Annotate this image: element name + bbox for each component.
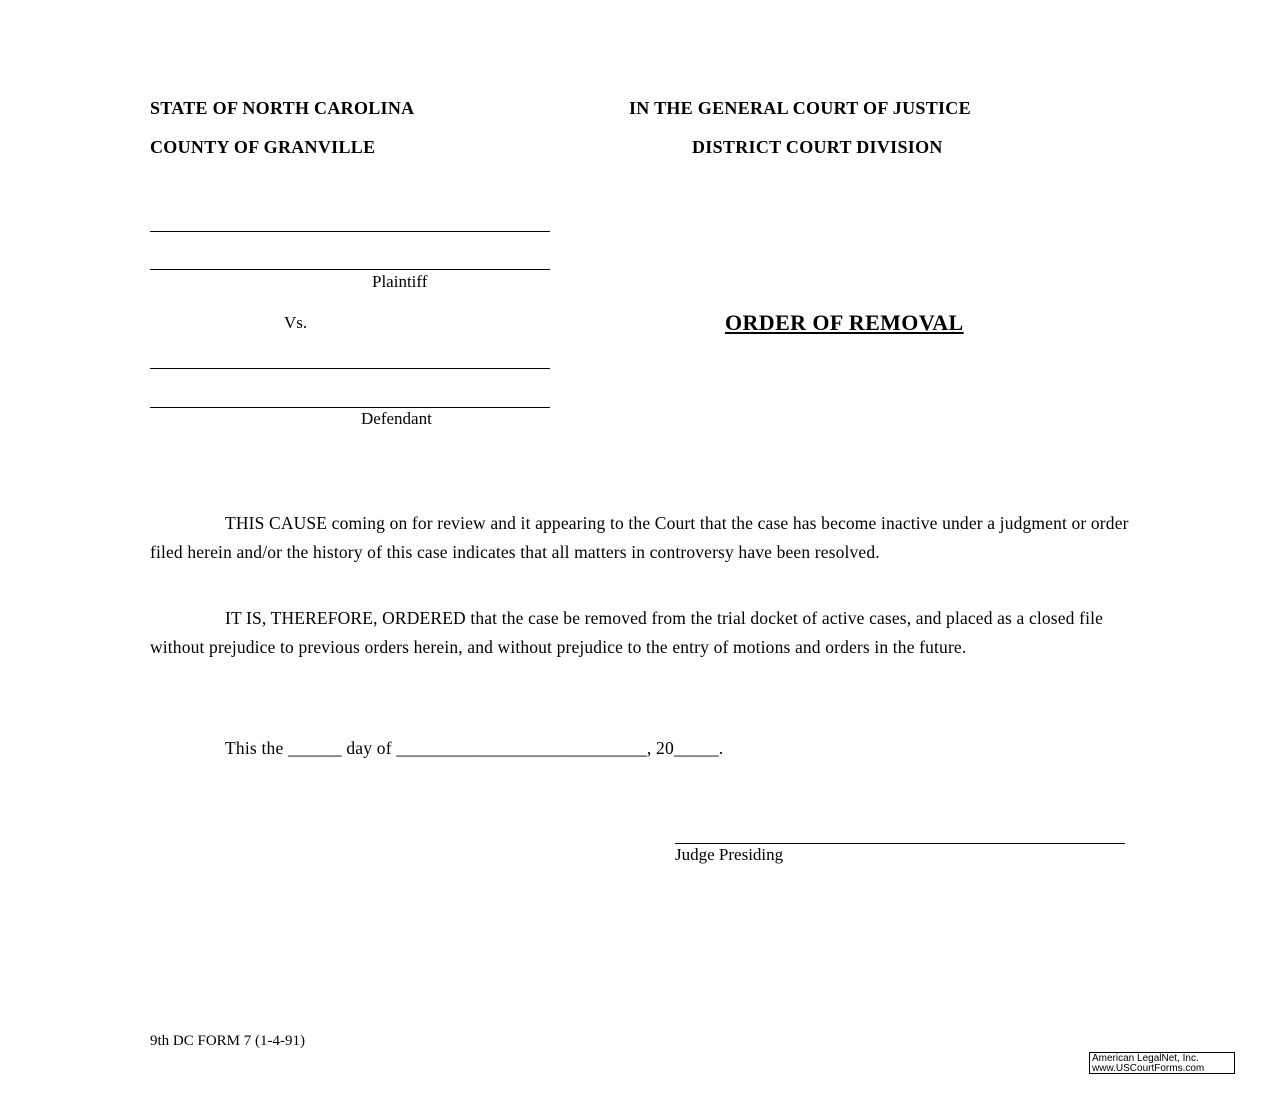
form-identifier: 9th DC FORM 7 (1-4-91) xyxy=(150,1033,306,1049)
defendant-name-line-2[interactable] xyxy=(150,407,550,408)
body-paragraph-1 xyxy=(150,509,1130,566)
plaintiff-name-line-1[interactable] xyxy=(150,231,550,232)
county-heading: COUNTY OF GRANVILLE xyxy=(150,137,376,157)
publisher-badge xyxy=(1089,1052,1235,1074)
document-title: ORDER OF REMOVAL xyxy=(725,310,964,335)
court-heading: IN THE GENERAL COURT OF JUSTICE xyxy=(629,98,971,118)
date-line: This the ______ day of ____________________________, 20_____. xyxy=(225,738,724,758)
division-heading: DISTRICT COURT DIVISION xyxy=(692,137,943,157)
defendant-name-line-1[interactable] xyxy=(150,368,550,369)
body-paragraph-2 xyxy=(150,604,1130,661)
body-paragraph-1-text: THIS CAUSE coming on for review and it appearing to the Court that the case has become inactive under a judgment or order filed herein and/or the history of this case indicates that all matters in controversy have been resolved. xyxy=(150,513,1129,562)
versus-label: Vs. xyxy=(284,313,308,332)
judge-presiding-label: Judge Presiding xyxy=(675,845,784,864)
defendant-label: Defendant xyxy=(361,409,432,428)
plaintiff-name-line-2[interactable] xyxy=(150,269,550,270)
body-paragraph-2-text: IT IS, THEREFORE, ORDERED that the case be removed from the trial docket of active cases, and placed as a closed file without prejudice to previous orders herein, and without prejudice to the entry of motions and orders in the future. xyxy=(150,608,1104,657)
publisher-name: American LegalNet, Inc. xyxy=(1092,1053,1199,1064)
state-heading: STATE OF NORTH CAROLINA xyxy=(150,98,415,118)
judge-signature-line[interactable] xyxy=(675,843,1125,844)
publisher-url: www.USCourtForms.com xyxy=(1092,1063,1205,1074)
plaintiff-label: Plaintiff xyxy=(372,272,428,291)
